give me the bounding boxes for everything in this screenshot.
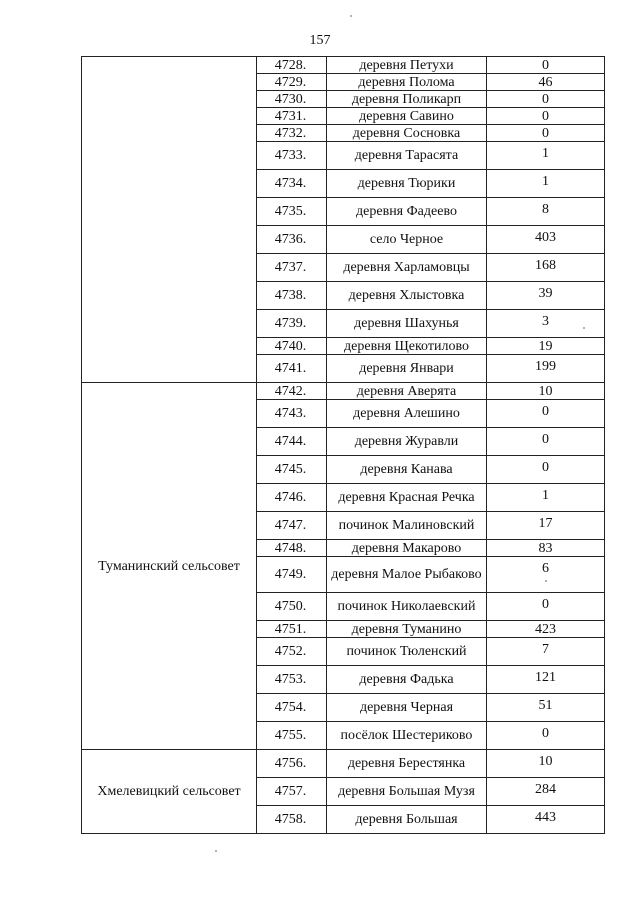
settlement-name-cell: деревня Фадеево	[327, 198, 487, 226]
settlement-name-cell: деревня Большая Музя	[327, 778, 487, 806]
settlement-name-cell: деревня Туманино	[327, 621, 487, 638]
district-name-cell	[82, 57, 257, 383]
row-number-cell: 4746.	[257, 484, 327, 512]
settlement-name-cell: деревня Январи	[327, 355, 487, 383]
row-number-cell: 4741.	[257, 355, 327, 383]
row-number-cell: 4755.	[257, 722, 327, 750]
population-cell: 10	[487, 383, 605, 400]
population-cell: 0	[487, 400, 605, 428]
population-cell: 7	[487, 638, 605, 666]
population-cell: 1	[487, 484, 605, 512]
settlement-name-cell: деревня Журавли	[327, 428, 487, 456]
row-number-cell: 4737.	[257, 254, 327, 282]
district-name-cell: Хмелевицкий сельсовет	[82, 750, 257, 834]
settlement-name-cell: деревня Красная Речка	[327, 484, 487, 512]
population-cell: 1	[487, 170, 605, 198]
row-number-cell: 4750.	[257, 593, 327, 621]
settlement-name-cell: деревня Савино	[327, 108, 487, 125]
row-number-cell: 4731.	[257, 108, 327, 125]
table-row	[82, 750, 605, 778]
population-cell: 0	[487, 57, 605, 74]
population-cell: 284	[487, 778, 605, 806]
district-name-cell: Туманинский сельсовет	[82, 383, 257, 750]
population-cell: 0	[487, 593, 605, 621]
row-number-cell: 4748.	[257, 540, 327, 557]
settlement-name-cell: деревня Сосновка	[327, 125, 487, 142]
row-number-cell: 4745.	[257, 456, 327, 484]
row-number-cell: 4752.	[257, 638, 327, 666]
population-cell: 423	[487, 621, 605, 638]
row-number-cell: 4753.	[257, 666, 327, 694]
population-cell: 403	[487, 226, 605, 254]
table-row	[82, 383, 605, 400]
settlement-name-cell: деревня Петухи	[327, 57, 487, 74]
settlement-name-cell: деревня Тарасята	[327, 142, 487, 170]
population-cell: 1	[487, 142, 605, 170]
row-number-cell: 4757.	[257, 778, 327, 806]
settlement-name-cell: деревня Алешино	[327, 400, 487, 428]
settlement-name-cell: деревня Берестянка	[327, 750, 487, 778]
settlement-name-cell: починок Малиновский	[327, 512, 487, 540]
row-number-cell: 4744.	[257, 428, 327, 456]
settlement-name-cell: деревня Малое Рыбаково	[327, 557, 487, 593]
row-number-cell: 4739.	[257, 310, 327, 338]
settlement-name-cell: деревня Поликарп	[327, 91, 487, 108]
scan-speck	[350, 15, 352, 17]
settlement-name-cell: посёлок Шестериково	[327, 722, 487, 750]
settlement-name-cell: деревня Полома	[327, 74, 487, 91]
settlement-name-cell: деревня Фадька	[327, 666, 487, 694]
population-cell: 0	[487, 125, 605, 142]
settlement-name-cell: деревня Черная	[327, 694, 487, 722]
population-cell: 443	[487, 806, 605, 834]
settlement-name-cell: деревня Большая	[327, 806, 487, 834]
population-cell: 0	[487, 428, 605, 456]
settlement-name-cell: деревня Шахунья	[327, 310, 487, 338]
scan-speck	[583, 327, 585, 329]
row-number-cell: 4751.	[257, 621, 327, 638]
scan-speck	[545, 580, 547, 582]
population-cell: 51	[487, 694, 605, 722]
row-number-cell: 4728.	[257, 57, 327, 74]
row-number-cell: 4747.	[257, 512, 327, 540]
settlement-name-cell: деревня Тюрики	[327, 170, 487, 198]
page-number: 157	[309, 33, 331, 48]
settlement-name-cell: деревня Хлыстовка	[327, 282, 487, 310]
population-cell: 6	[487, 557, 605, 593]
row-number-cell: 4758.	[257, 806, 327, 834]
row-number-cell: 4754.	[257, 694, 327, 722]
population-cell: 83	[487, 540, 605, 557]
row-number-cell: 4730.	[257, 91, 327, 108]
population-cell: 17	[487, 512, 605, 540]
settlements-table	[81, 56, 605, 834]
settlement-name-cell: деревня Харламовцы	[327, 254, 487, 282]
settlement-name-cell: село Черное	[327, 226, 487, 254]
row-number-cell: 4729.	[257, 74, 327, 91]
population-cell: 0	[487, 722, 605, 750]
population-cell: 0	[487, 91, 605, 108]
population-cell: 168	[487, 254, 605, 282]
settlement-name-cell: деревня Макарово	[327, 540, 487, 557]
scan-speck	[215, 850, 217, 852]
row-number-cell: 4735.	[257, 198, 327, 226]
table-row	[82, 57, 605, 74]
row-number-cell: 4749.	[257, 557, 327, 593]
row-number-cell: 4733.	[257, 142, 327, 170]
row-number-cell: 4742.	[257, 383, 327, 400]
population-cell: 10	[487, 750, 605, 778]
population-cell: 199	[487, 355, 605, 383]
population-cell: 8	[487, 198, 605, 226]
row-number-cell: 4738.	[257, 282, 327, 310]
population-cell: 3	[487, 310, 605, 338]
population-cell: 19	[487, 338, 605, 355]
settlement-name-cell: деревня Канава	[327, 456, 487, 484]
population-cell: 0	[487, 108, 605, 125]
population-cell: 121	[487, 666, 605, 694]
settlement-name-cell: починок Николаевский	[327, 593, 487, 621]
settlement-name-cell: деревня Аверята	[327, 383, 487, 400]
row-number-cell: 4736.	[257, 226, 327, 254]
settlement-name-cell: деревня Щекотилово	[327, 338, 487, 355]
population-cell: 46	[487, 74, 605, 91]
row-number-cell: 4756.	[257, 750, 327, 778]
population-cell: 0	[487, 456, 605, 484]
row-number-cell: 4743.	[257, 400, 327, 428]
row-number-cell: 4732.	[257, 125, 327, 142]
row-number-cell: 4740.	[257, 338, 327, 355]
row-number-cell: 4734.	[257, 170, 327, 198]
settlement-name-cell: починок Тюленский	[327, 638, 487, 666]
population-cell: 39	[487, 282, 605, 310]
